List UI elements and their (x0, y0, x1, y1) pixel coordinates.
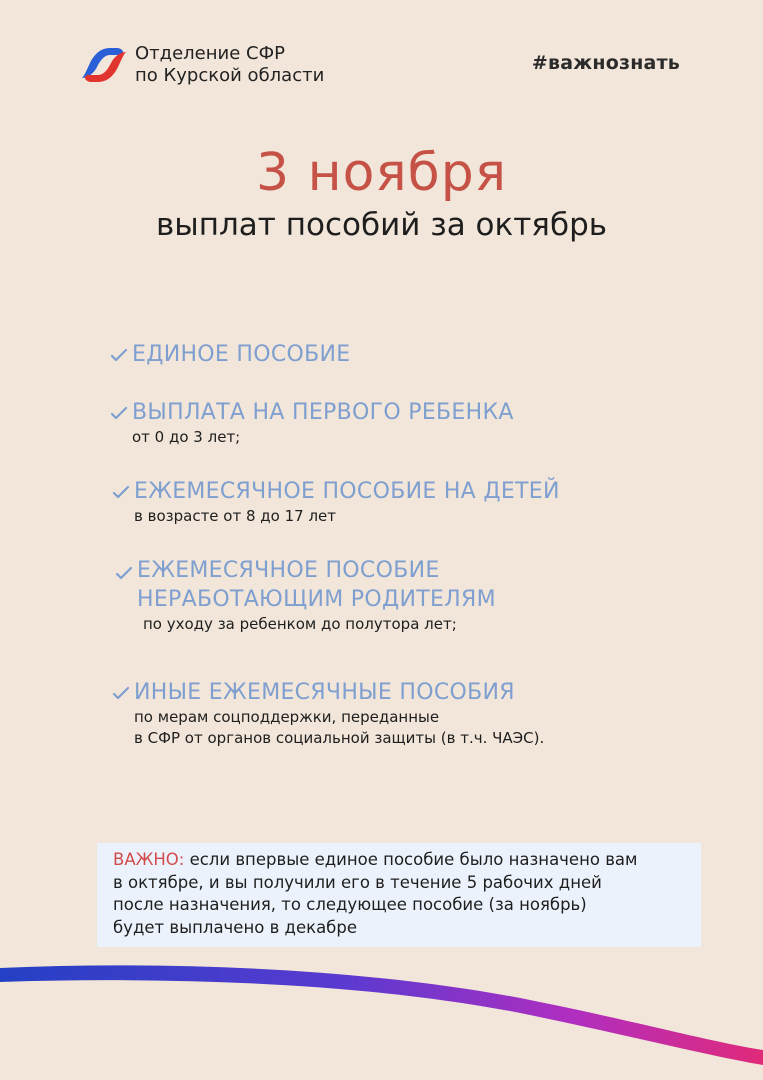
list-item (134, 477, 560, 527)
item-title: ИНЫЕ ЕЖЕМЕСЯЧНЫЕ ПОСОБИЯ (134, 680, 515, 705)
item-title: ЕЖЕМЕСЯЧНОЕ ПОСОБИЕ НА ДЕТЕЙ (134, 479, 560, 504)
note-line1 (113, 849, 689, 872)
note-label: ВАЖНО: (113, 850, 185, 869)
org-name-line2: по Курской области (135, 65, 325, 86)
item-description-line2: в СФР от органов социальной защиты (в т.ч. ЧАЭС). (134, 729, 545, 747)
checkmark-icon (110, 406, 128, 420)
org-name (135, 43, 324, 87)
hashtag: #важнознать (531, 52, 680, 74)
decorative-wave (0, 950, 763, 1080)
item-description: в возрасте от 8 до 17 лет (134, 507, 337, 525)
note-line3: после назначения, то следующее пособие (за ноябрь) (113, 895, 587, 914)
note-text-line1: если впервые единое пособие было назначено вам (184, 850, 638, 869)
item-description: по уходу за ребенком до полутора лет; (143, 615, 457, 633)
item-title: ВЫПЛАТА НА ПЕРВОГО РЕБЕНКА (132, 400, 514, 425)
note-line2: в октябре, и вы получили его в течение 5 рабочих дней (113, 872, 602, 892)
list-item (132, 398, 514, 448)
sfr-logo-icon (80, 45, 128, 85)
org-name-line1: Отделение СФР (135, 43, 285, 64)
checkmark-icon (115, 566, 133, 580)
item-description-line1: по мерам соцподдержки, переданные (134, 708, 440, 726)
item-title-line2: НЕРАБОТАЮЩИМ РОДИТЕЛЯМ (137, 587, 496, 612)
checkmark-icon (112, 686, 130, 700)
checkmark-icon (110, 348, 128, 362)
list-item (132, 340, 351, 369)
important-note (97, 843, 701, 947)
item-title: ЕДИНОЕ ПОСОБИЕ (132, 342, 351, 367)
item-title-line1: ЕЖЕМЕСЯЧНОЕ ПОСОБИЕ (137, 558, 440, 583)
checkmark-icon (112, 485, 130, 499)
list-item (134, 678, 544, 749)
list-item (137, 556, 496, 635)
note-line4: будет выплачено в декабре (113, 917, 357, 937)
item-description: от 0 до 3 лет; (132, 428, 241, 446)
payment-date: 3 ноября (255, 143, 508, 203)
page-subtitle: выплат пособий за октябрь (155, 207, 608, 243)
